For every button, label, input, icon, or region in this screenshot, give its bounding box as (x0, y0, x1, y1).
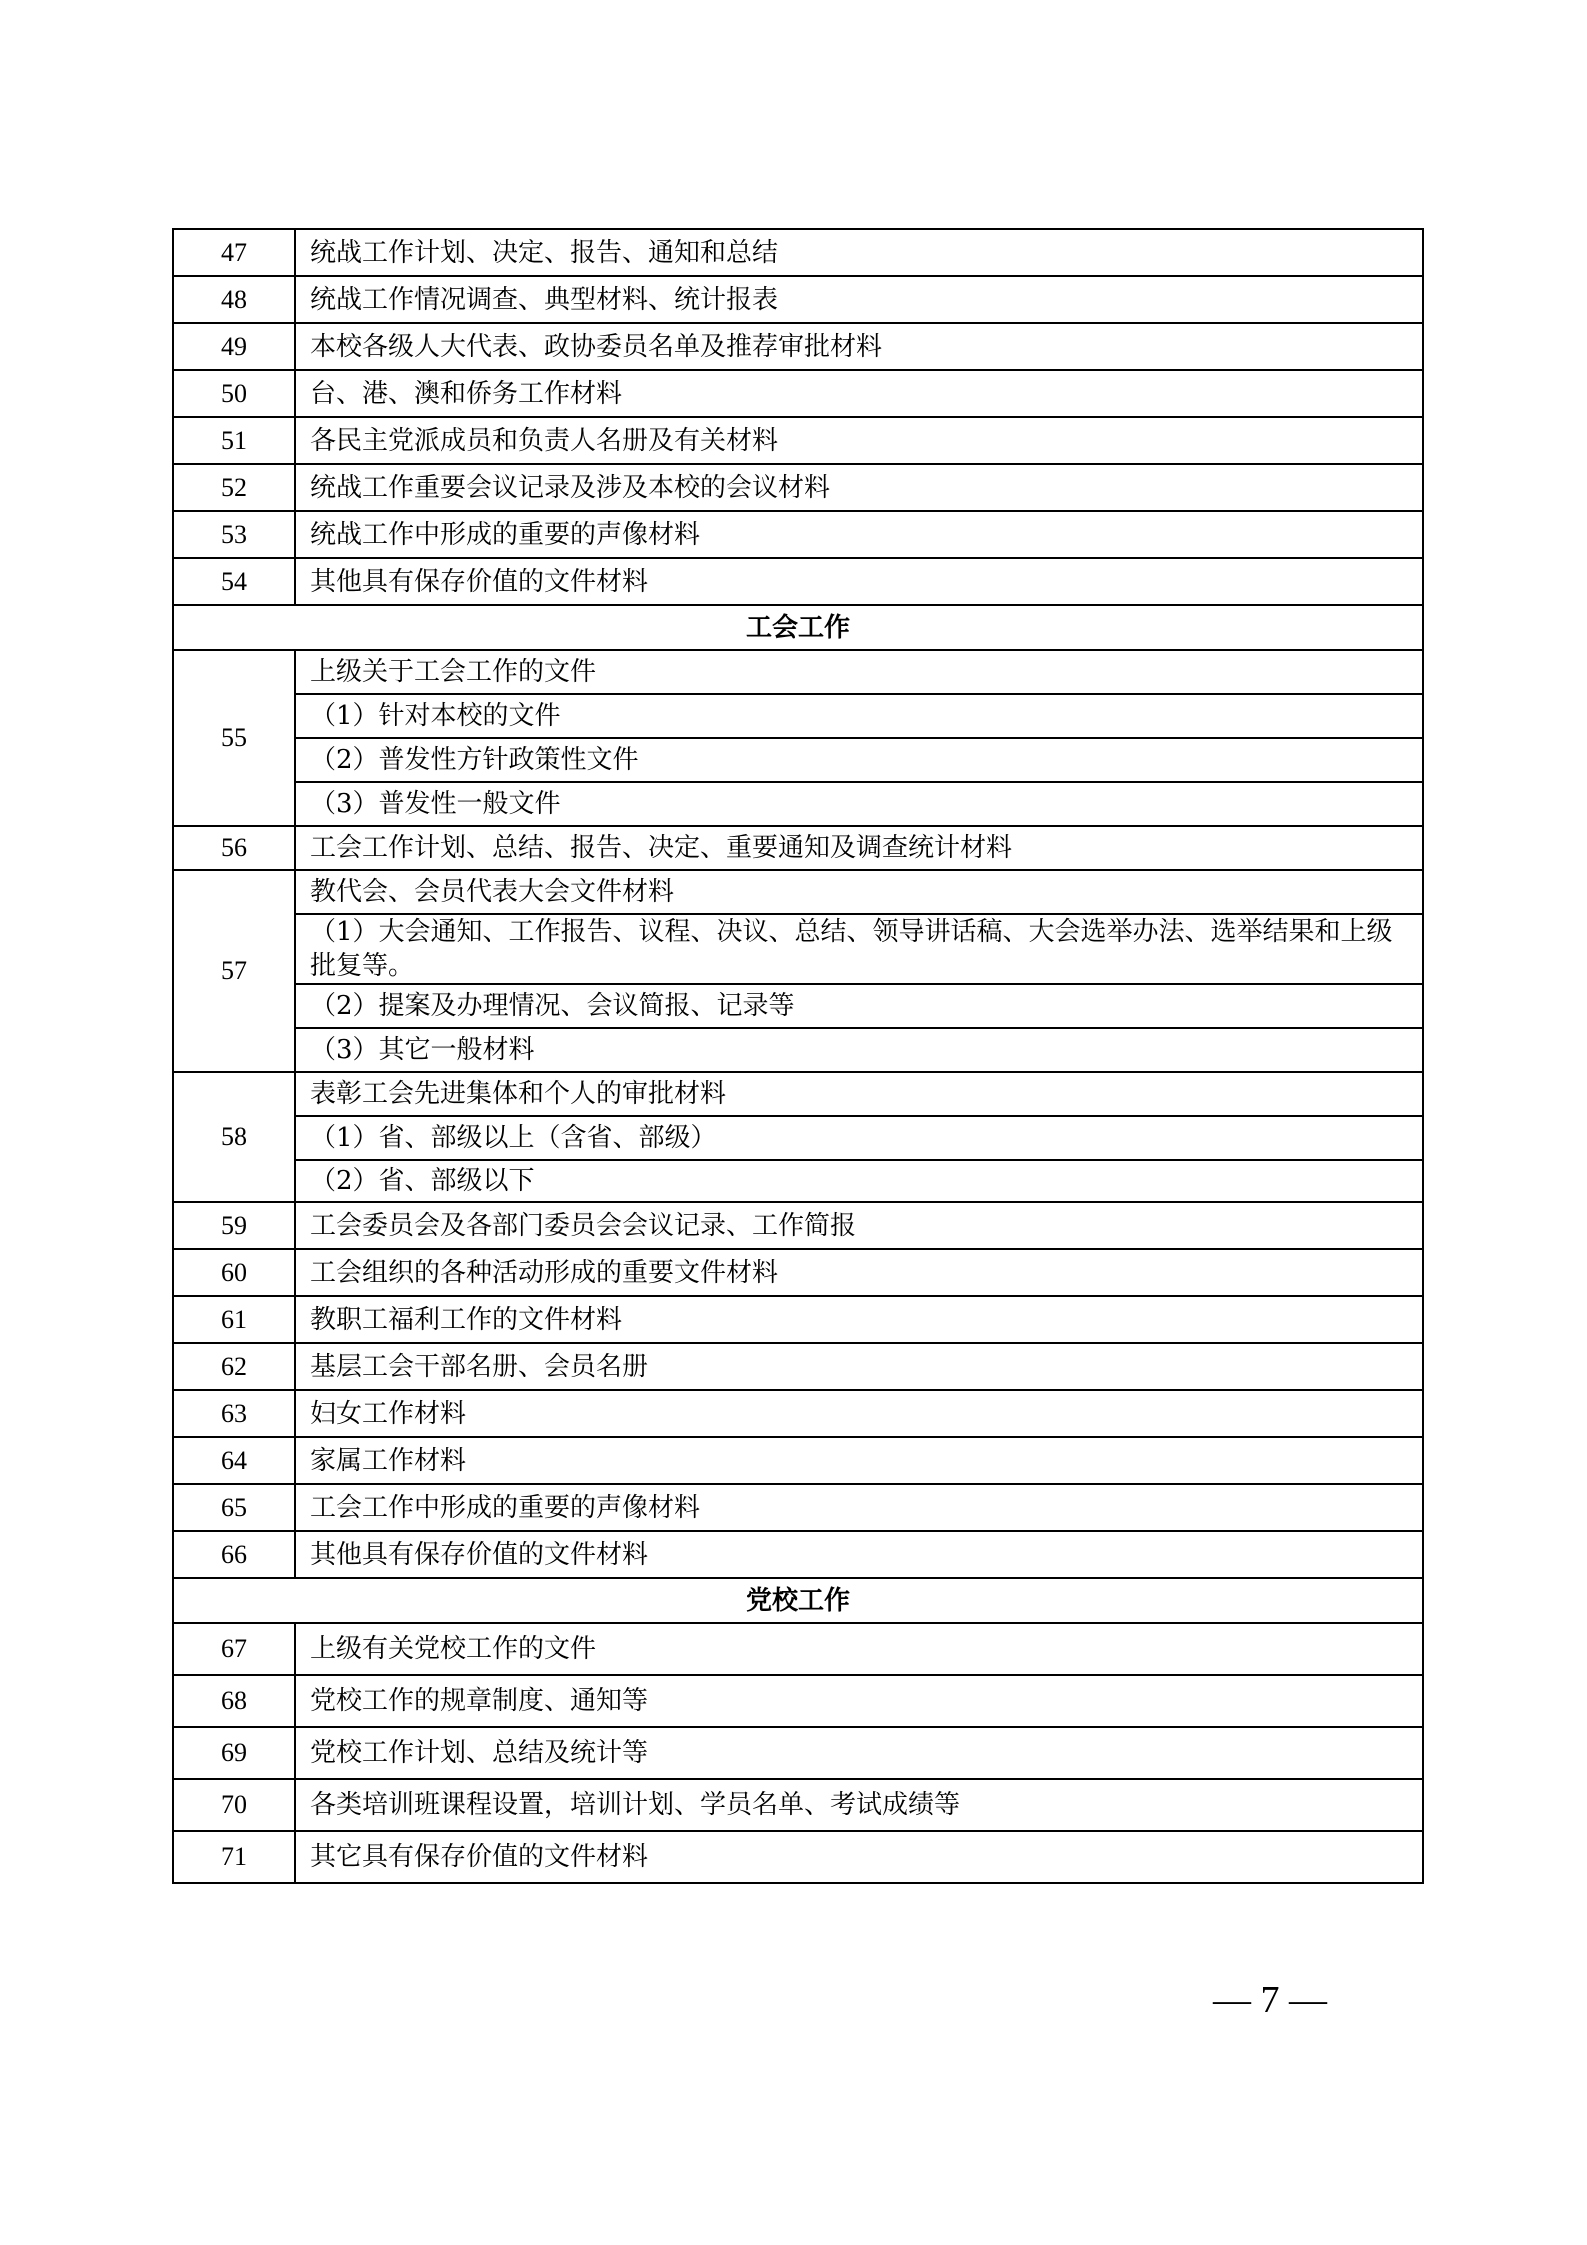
item-description: 工会委员会及各部门委员会会议记录、工作简报 (295, 1202, 1423, 1249)
item-number: 63 (173, 1390, 295, 1437)
table-row (173, 1028, 1423, 1072)
item-description: 基层工会干部名册、会员名册 (295, 1343, 1423, 1390)
item-subitem: （1）省、部级以上（含省、部级） (295, 1116, 1423, 1160)
item-description: 家属工作材料 (295, 1437, 1423, 1484)
item-subitem: （2）提案及办理情况、会议简报、记录等 (295, 984, 1423, 1028)
item-description: 台、港、澳和侨务工作材料 (295, 370, 1423, 417)
table-row (173, 1437, 1423, 1484)
page-number: — 7 — (1213, 1979, 1327, 2021)
item-number: 60 (173, 1249, 295, 1296)
table-row (173, 782, 1423, 826)
table-row (173, 1531, 1423, 1578)
table-row (173, 914, 1423, 984)
table-row (173, 1343, 1423, 1390)
item-description: 上级有关党校工作的文件 (295, 1623, 1423, 1675)
item-description: 教代会、会员代表大会文件材料 (295, 870, 1423, 914)
table-row (173, 276, 1423, 323)
item-description: 表彰工会先进集体和个人的审批材料 (295, 1072, 1423, 1116)
item-number: 48 (173, 276, 295, 323)
table-row (173, 1779, 1423, 1831)
item-number: 56 (173, 826, 295, 870)
item-description: 统战工作中形成的重要的声像材料 (295, 511, 1423, 558)
table-row (173, 511, 1423, 558)
item-subitem: （1）针对本校的文件 (295, 694, 1423, 738)
table-row (173, 370, 1423, 417)
item-description: 教职工福利工作的文件材料 (295, 1296, 1423, 1343)
table-row (173, 984, 1423, 1028)
item-description: 本校各级人大代表、政协委员名单及推荐审批材料 (295, 323, 1423, 370)
table-row (173, 229, 1423, 276)
item-description: 其他具有保存价值的文件材料 (295, 558, 1423, 605)
table-row (173, 738, 1423, 782)
table-row (173, 1160, 1423, 1202)
table-row (173, 1623, 1423, 1675)
table-row (173, 1072, 1423, 1116)
archive-classification-table (172, 228, 1424, 1884)
item-number: 65 (173, 1484, 295, 1531)
item-subitem: （2）省、部级以下 (295, 1160, 1423, 1202)
item-number: 64 (173, 1437, 295, 1484)
table-row (173, 650, 1423, 694)
table-row (173, 323, 1423, 370)
item-subitem: （2）普发性方针政策性文件 (295, 738, 1423, 782)
item-number: 67 (173, 1623, 295, 1675)
item-number: 57 (173, 870, 295, 1072)
table-row (173, 1249, 1423, 1296)
table-row (173, 870, 1423, 914)
table-row (173, 558, 1423, 605)
table-body (173, 229, 1423, 1883)
table-row (173, 1116, 1423, 1160)
table-row (173, 1675, 1423, 1727)
item-description: 工会工作中形成的重要的声像材料 (295, 1484, 1423, 1531)
item-number: 47 (173, 229, 295, 276)
table-row (173, 1727, 1423, 1779)
item-number: 50 (173, 370, 295, 417)
table-row (173, 1484, 1423, 1531)
item-subitem: （1）大会通知、工作报告、议程、决议、总结、领导讲话稿、大会选举办法、选举结果和上级批复等。 (295, 914, 1423, 984)
section-header-row (173, 605, 1423, 650)
item-description: 其它具有保存价值的文件材料 (295, 1831, 1423, 1883)
item-description: 各民主党派成员和负责人名册及有关材料 (295, 417, 1423, 464)
section-header-row (173, 1578, 1423, 1623)
item-number: 71 (173, 1831, 295, 1883)
table-row (173, 1202, 1423, 1249)
item-description: 党校工作的规章制度、通知等 (295, 1675, 1423, 1727)
table-row (173, 1831, 1423, 1883)
item-number: 61 (173, 1296, 295, 1343)
item-number: 51 (173, 417, 295, 464)
item-number: 59 (173, 1202, 295, 1249)
item-number: 49 (173, 323, 295, 370)
item-subitem: （3）其它一般材料 (295, 1028, 1423, 1072)
item-number: 68 (173, 1675, 295, 1727)
item-description: 上级关于工会工作的文件 (295, 650, 1423, 694)
table-row (173, 464, 1423, 511)
section-title: 党校工作 (173, 1578, 1423, 1623)
item-number: 54 (173, 558, 295, 605)
item-description: 各类培训班课程设置，培训计划、学员名单、考试成绩等 (295, 1779, 1423, 1831)
item-description: 统战工作情况调查、典型材料、统计报表 (295, 276, 1423, 323)
item-number: 52 (173, 464, 295, 511)
item-number: 70 (173, 1779, 295, 1831)
item-description: 统战工作重要会议记录及涉及本校的会议材料 (295, 464, 1423, 511)
item-description: 工会工作计划、总结、报告、决定、重要通知及调查统计材料 (295, 826, 1423, 870)
item-number: 55 (173, 650, 295, 826)
table-row (173, 1296, 1423, 1343)
item-number: 69 (173, 1727, 295, 1779)
section-title: 工会工作 (173, 605, 1423, 650)
item-number: 58 (173, 1072, 295, 1202)
table-row (173, 417, 1423, 464)
item-description: 工会组织的各种活动形成的重要文件材料 (295, 1249, 1423, 1296)
item-number: 66 (173, 1531, 295, 1578)
item-number: 53 (173, 511, 295, 558)
item-number: 62 (173, 1343, 295, 1390)
table-row (173, 694, 1423, 738)
table-row (173, 826, 1423, 870)
item-description: 党校工作计划、总结及统计等 (295, 1727, 1423, 1779)
item-description: 统战工作计划、决定、报告、通知和总结 (295, 229, 1423, 276)
table-row (173, 1390, 1423, 1437)
item-description: 其他具有保存价值的文件材料 (295, 1531, 1423, 1578)
item-description: 妇女工作材料 (295, 1390, 1423, 1437)
item-subitem: （3）普发性一般文件 (295, 782, 1423, 826)
